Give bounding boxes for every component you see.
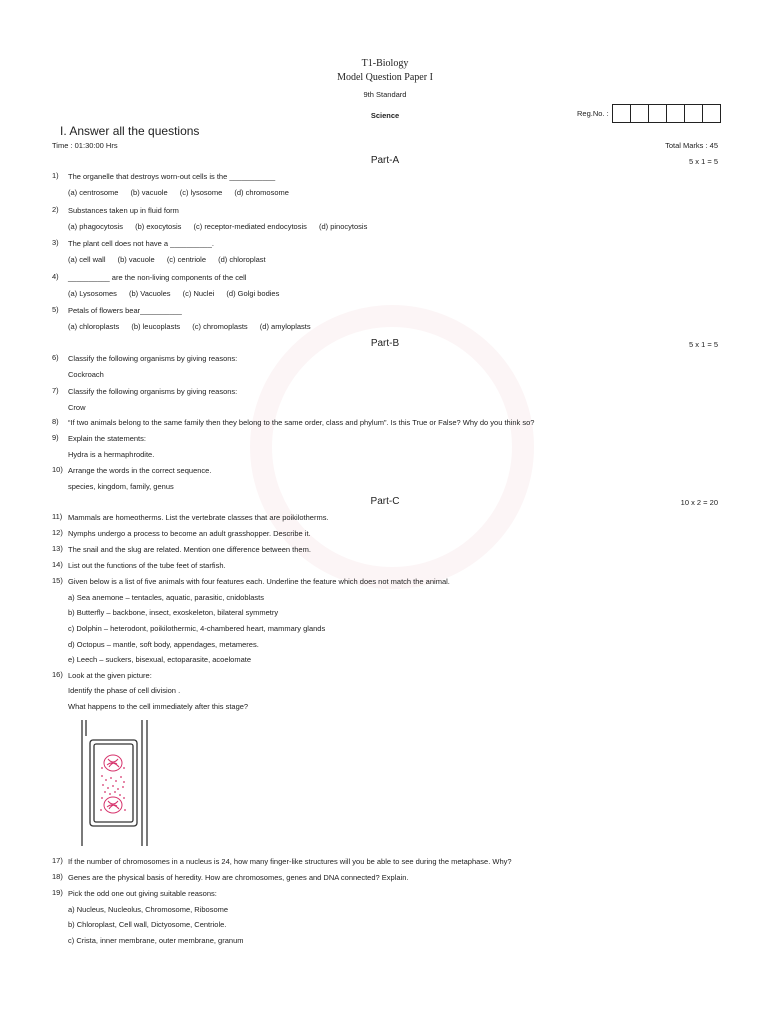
option-d: (d) Golgi bodies (226, 289, 280, 298)
question-number: 10) (52, 465, 63, 474)
question-number: 9) (52, 433, 59, 442)
question-line: Nymphs undergo a process to become an adult grasshopper. Describe it. (68, 529, 311, 538)
question-line: Look at the given picture: (68, 671, 152, 680)
question-number: 3) (52, 238, 59, 247)
question-text: The organelle that destroys worn-out cells is the ___________ (68, 172, 276, 181)
options-row (68, 322, 321, 331)
question-line: Crow (68, 403, 86, 412)
question-line: c) Dolphin – heterodont, poikilothermic, 4-chambered heart, mammary glands (68, 624, 326, 633)
question-number: 5) (52, 305, 59, 314)
time-label: Time : 01:30:00 Hrs (52, 141, 118, 150)
subject-label: Science (370, 111, 400, 120)
question-line: d) Octopus – mantle, soft body, appendages, metameres. (68, 640, 259, 649)
option-b: (b) vacuole (117, 255, 155, 264)
option-d: (d) chloroplast (218, 255, 266, 264)
part-b-title: Part-B (370, 338, 400, 349)
question-number: 18) (52, 872, 63, 881)
question-number: 2) (52, 205, 59, 214)
question-line: Arrange the words in the correct sequence. (68, 466, 212, 475)
question-line: Mammals are homeotherms. List the vertebrate classes that are poikilotherms. (68, 513, 329, 522)
reg-no-label: Reg.No. : (577, 109, 609, 118)
question-line: Hydra is a hermaphrodite. (68, 450, 155, 459)
question-number: 4) (52, 272, 59, 281)
options-row (68, 255, 276, 264)
option-a: (a) phagocytosis (68, 222, 124, 231)
part-c-title: Part-C (370, 496, 400, 507)
question-line: b) Chloroplast, Cell wall, Dictyosome, Centriole. (68, 920, 227, 929)
question-text: __________ are the non-living components of the cell (68, 273, 247, 282)
standard-label: 9th Standard (363, 90, 407, 99)
option-d: (d) chromosome (234, 188, 289, 197)
cell-division-figure (78, 718, 158, 848)
part-b-marks: 5 x 1 = 5 (689, 340, 718, 349)
question-number: 13) (52, 544, 63, 553)
question-number: 11) (52, 512, 63, 521)
question-line: Pick the odd one out giving suitable reasons: (68, 889, 217, 898)
question-line: species, kingdom, family, genus (68, 482, 174, 491)
question-line: e) Leech – suckers, bisexual, ectoparasite, acoelomate (68, 655, 252, 664)
question-number: 15) (52, 576, 63, 585)
question-line: Classify the following organisms by giving reasons: (68, 387, 238, 396)
instruction-heading: I. Answer all the questions (60, 124, 200, 138)
question-line: a) Sea anemone – tentacles, aquatic, parasitic, cnidoblasts (68, 593, 264, 602)
option-a: (a) chloroplasts (68, 322, 120, 331)
option-d: (d) pinocytosis (318, 222, 368, 231)
option-a: (a) centrosome (68, 188, 119, 197)
question-line: Explain the statements: (68, 434, 146, 443)
question-line: List out the functions of the tube feet of starfish. (68, 561, 226, 570)
option-b: (b) leucoplasts (131, 322, 181, 331)
paper-subtitle: Model Question Paper I (337, 72, 433, 83)
question-line: Identify the phase of cell division . (68, 686, 181, 695)
question-number: 17) (52, 856, 63, 865)
option-c: (c) centriole (166, 255, 206, 264)
question-number: 1) (52, 171, 59, 180)
part-c-marks: 10 x 2 = 20 (680, 498, 718, 507)
option-d: (d) amyloplasts (259, 322, 311, 331)
question-line: Given below is a list of five animals with four features each. Underline the feature which does not match the animal. (68, 577, 450, 586)
part-a-marks: 5 x 1 = 5 (689, 157, 718, 166)
option-c: (c) lysosome (179, 188, 223, 197)
question-number: 7) (52, 386, 59, 395)
part-a-title: Part-A (370, 155, 400, 166)
question-line: Classify the following organisms by giving reasons: (68, 354, 238, 363)
question-number: 19) (52, 888, 63, 897)
question-line: The snail and the slug are related. Mention one difference between them. (68, 545, 311, 554)
option-b: (b) vacuole (130, 188, 168, 197)
question-line: If the number of chromosomes in a nucleus is 24, how many finger-like structures will you be able to see during the metaphase. Why? (68, 857, 512, 866)
option-a: (a) cell wall (68, 255, 106, 264)
options-row (68, 222, 377, 231)
paper-title: T1-Biology (361, 58, 409, 69)
question-number: 12) (52, 528, 63, 537)
reg-no-boxes (612, 104, 721, 123)
option-b: (b) Vacuoles (129, 289, 171, 298)
option-a: (a) Lysosomes (68, 289, 117, 298)
question-line: “If two animals belong to the same family then they belong to the same order, class and phylum”. Is this True or False? Why do you think so? (68, 418, 535, 427)
question-line: b) Butterfly – backbone, insect, exoskeleton, bilateral symmetry (68, 608, 279, 617)
question-line: a) Nucleus, Nucleolus, Chromosome, Ribosome (68, 905, 229, 914)
option-c: (c) chromoplasts (192, 322, 248, 331)
question-number: 16) (52, 670, 63, 679)
question-line: c) Crista, inner membrane, outer membrane, granum (68, 936, 244, 945)
question-text: The plant cell does not have a __________. (68, 239, 214, 248)
question-text: Substances taken up in fluid form (68, 206, 179, 215)
question-text: Petals of flowers bear__________ (68, 306, 182, 315)
option-c: (c) Nuclei (182, 289, 215, 298)
option-b: (b) exocytosis (135, 222, 182, 231)
question-number: 14) (52, 560, 63, 569)
question-number: 8) (52, 417, 59, 426)
options-row (68, 188, 299, 197)
options-row (68, 289, 289, 298)
total-marks-label: Total Marks : 45 (665, 141, 718, 150)
question-line: Genes are the physical basis of heredity. How are chromosomes, genes and DNA connected? Explain. (68, 873, 409, 882)
question-line: What happens to the cell immediately after this stage? (68, 702, 249, 711)
question-line: Cockroach (68, 370, 104, 379)
option-c: (c) receptor-mediated endocytosis (193, 222, 307, 231)
question-number: 6) (52, 353, 59, 362)
